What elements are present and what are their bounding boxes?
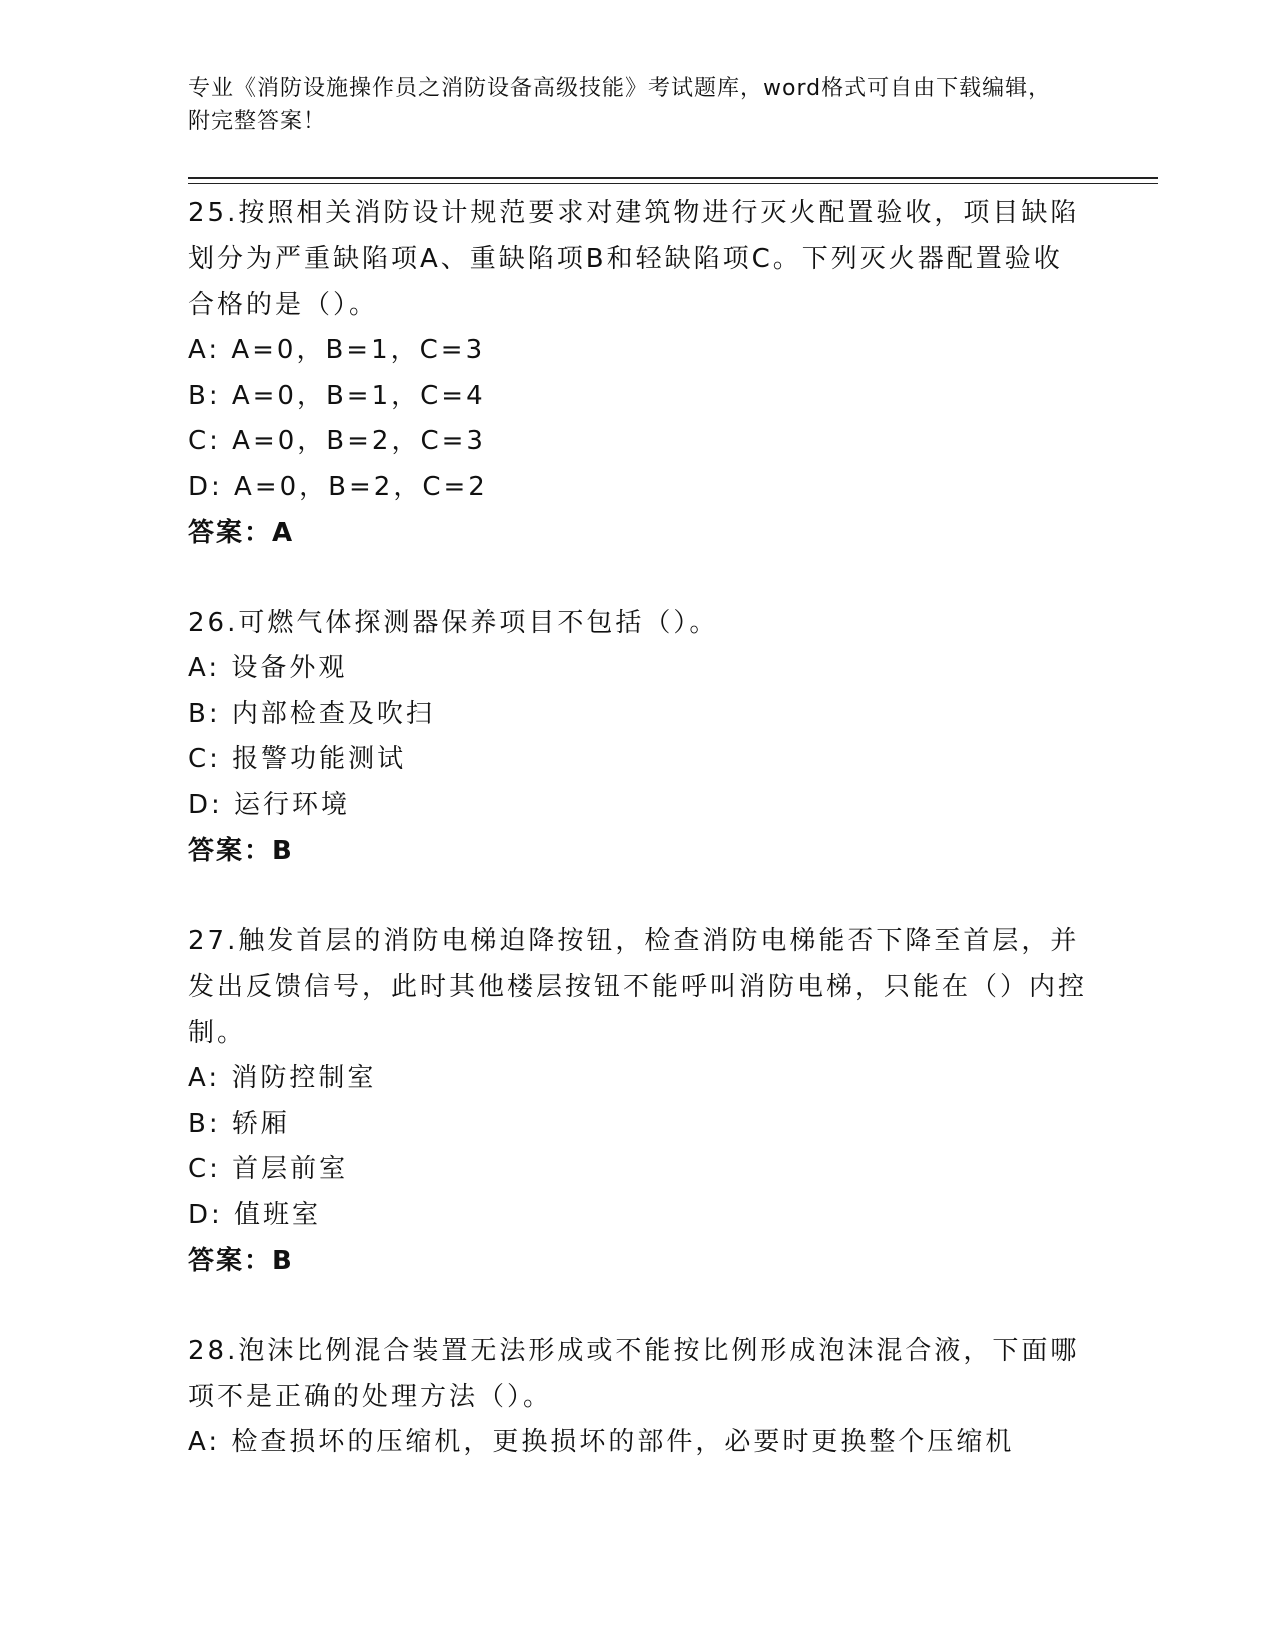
option-c: C: 首层前室 — [188, 1154, 349, 1184]
option-a: A: 检查损坏的压缩机，更换损坏的部件，必要时更换整个压缩机 — [188, 1427, 1015, 1457]
question-28 — [188, 1328, 1088, 1466]
question-stem: 27.触发首层的消防电梯迫降按钮，检查消防电梯能否下降至首层，并发出反馈信号，此时其他楼层按钮不能呼叫消防电梯，只能在（）内控制。 — [188, 926, 1088, 1048]
answer-value: B — [272, 1246, 294, 1276]
answer-label: 答案： — [188, 1246, 273, 1276]
question-stem: 28.泡沫比例混合装置无法形成或不能按比例形成泡沫混合液，下面哪项不是正确的处理方法（）。 — [188, 1336, 1080, 1412]
option-b: B: A=0，B=1，C=4 — [188, 380, 486, 411]
option-a: A: 设备外观 — [188, 653, 348, 683]
option-a: A: A=0，B=1，C=3 — [188, 335, 486, 365]
question-25 — [188, 190, 1088, 556]
answer-line — [188, 510, 1088, 556]
header-divider-thin — [188, 183, 1158, 184]
question-list — [188, 190, 1088, 1510]
question-27 — [188, 918, 1088, 1284]
option-c: C: A=0，B=2，C=3 — [188, 426, 486, 456]
document-header: 专业《消防设施操作员之消防设备高级技能》考试题库，word格式可自由下载编辑，附完整答案！ — [188, 76, 1052, 134]
answer-value: A — [272, 518, 295, 548]
question-stem: 25.按照相关消防设计规范要求对建筑物进行灭火配置验收，项目缺陷划分为严重缺陷项A、重缺陷项B和轻缺陷项C。下列灭火器配置验收合格的是（）。 — [188, 198, 1080, 320]
answer-line — [188, 1238, 1088, 1284]
option-a: A: 消防控制室 — [188, 1063, 377, 1093]
answer-value: B — [272, 836, 294, 866]
answer-line — [188, 828, 1088, 874]
option-b: B: 轿厢 — [188, 1108, 290, 1139]
question-stem: 26.可燃气体探测器保养项目不包括（）。 — [188, 608, 719, 638]
option-d: D: 运行环境 — [188, 789, 351, 820]
option-d: D: A=0，B=2，C=2 — [188, 471, 488, 502]
question-26 — [188, 600, 1088, 874]
answer-label: 答案： — [188, 518, 273, 548]
option-d: D: 值班室 — [188, 1199, 322, 1230]
option-c: C: 报警功能测试 — [188, 744, 407, 774]
answer-label: 答案： — [188, 836, 273, 866]
header-divider-thick — [188, 177, 1158, 179]
option-b: B: 内部检查及吹扫 — [188, 698, 435, 729]
